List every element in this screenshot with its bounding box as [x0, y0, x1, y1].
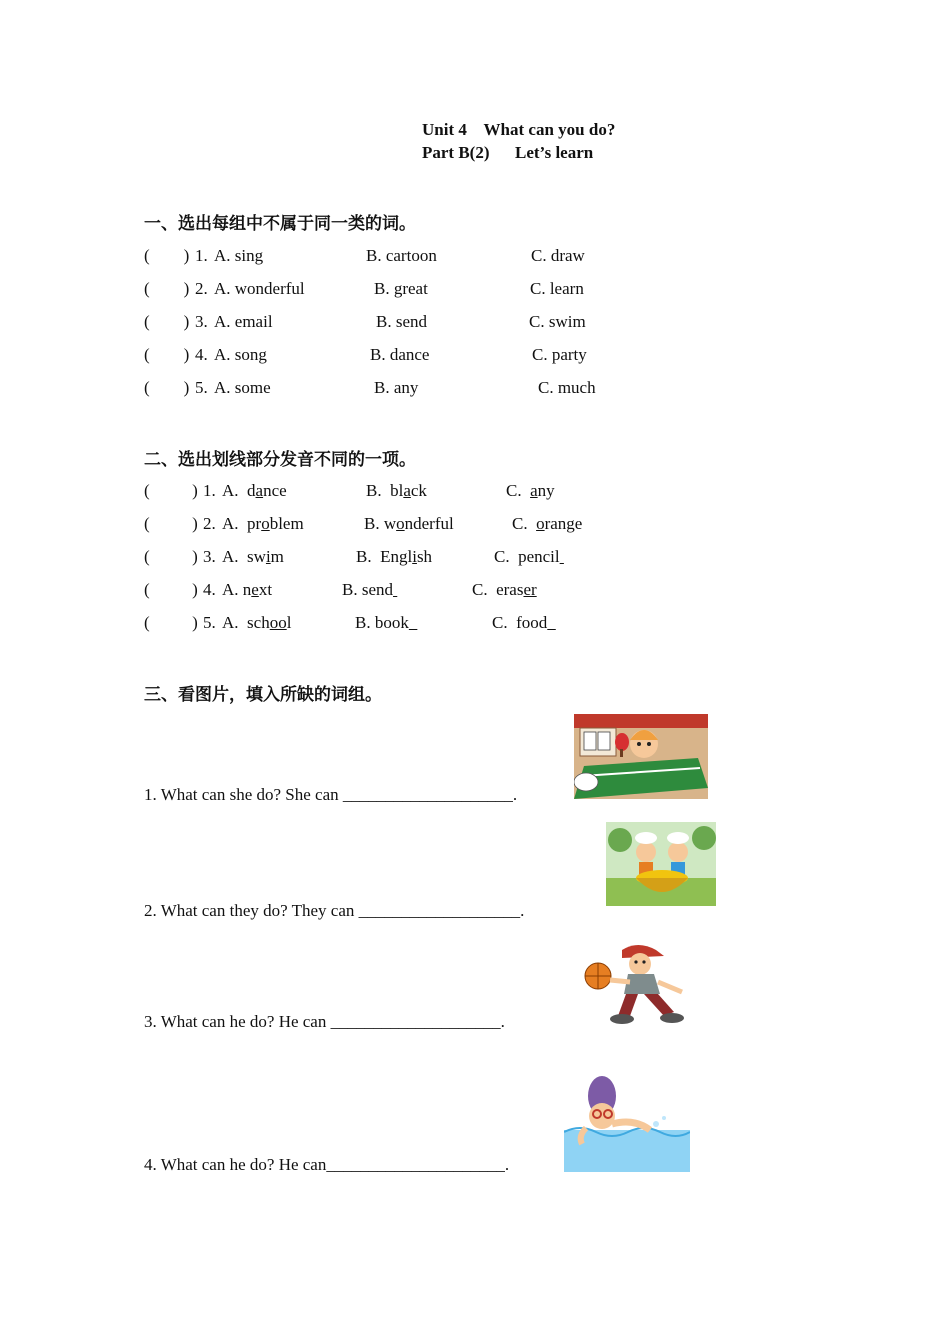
- answer-paren[interactable]: ( ): [144, 580, 198, 599]
- option-b: B. dance: [370, 345, 430, 364]
- option-c: C. pencil: [494, 547, 564, 567]
- option-a: A. next: [222, 580, 273, 599]
- underlined-part: er: [523, 580, 537, 599]
- option-c: C. draw: [531, 246, 585, 265]
- option-a: A. some: [214, 378, 271, 397]
- underlined-part: [393, 580, 397, 599]
- answer-blank[interactable]: ___________________: [358, 901, 521, 920]
- underlined-part: oo: [269, 613, 287, 632]
- answer-paren[interactable]: ( ): [144, 246, 190, 265]
- answer-paren[interactable]: ( ): [144, 312, 190, 331]
- answer-paren[interactable]: ( ): [144, 547, 198, 566]
- underlined-part: e: [251, 580, 259, 599]
- basketball-picture: [578, 942, 708, 1026]
- section2-heading: 二、选出划线部分发音不同的一项。: [144, 450, 416, 470]
- answer-paren[interactable]: ( ): [144, 481, 198, 500]
- question-4: 4. What can he do? He can_____________________.: [144, 1155, 510, 1174]
- question-1: 1. What can she do? She can ____________________.: [144, 785, 518, 804]
- option-b: B. black: [366, 481, 427, 500]
- swimming-picture: [564, 1074, 690, 1172]
- option-a: A. swim: [222, 547, 284, 566]
- row-number: 2.: [195, 279, 208, 298]
- option-b: B. send: [342, 580, 397, 600]
- option-b: B. book: [355, 613, 417, 633]
- underlined-part: o: [536, 514, 545, 533]
- answer-paren[interactable]: ( ): [144, 514, 198, 533]
- answer-blank[interactable]: ____________________: [330, 1012, 501, 1031]
- answer-blank[interactable]: _____________________: [326, 1155, 505, 1174]
- option-b: B. cartoon: [366, 246, 437, 265]
- option-c: C. food: [492, 613, 556, 633]
- option-c: C. any: [506, 481, 555, 500]
- option-b: B. English: [356, 547, 433, 566]
- answer-paren[interactable]: ( ): [144, 279, 190, 298]
- row-number: 5.: [203, 613, 216, 632]
- row-number: 2.: [203, 514, 216, 533]
- option-a: A. school: [222, 613, 292, 632]
- option-a: A. wonderful: [214, 279, 305, 298]
- underlined-part: [409, 613, 418, 632]
- underlined-part: [560, 547, 564, 566]
- cooking-picture: [606, 822, 716, 906]
- underlined-part: i: [412, 547, 417, 566]
- option-a: A. problem: [222, 514, 304, 533]
- section3-heading: 三、看图片，填入所缺的词组。: [144, 685, 382, 705]
- option-b: B. send: [376, 312, 427, 331]
- row-number: 5.: [195, 378, 208, 397]
- answer-blank[interactable]: ____________________: [342, 785, 513, 804]
- option-a: A. song: [214, 345, 267, 364]
- answer-paren[interactable]: ( ): [144, 613, 198, 632]
- question-2: 2. What can they do? They can ___________________.: [144, 901, 525, 920]
- underlined-part: o: [261, 514, 270, 533]
- option-b: B. great: [374, 279, 428, 298]
- row-number: 4.: [195, 345, 208, 364]
- option-c: C. eraser: [472, 580, 537, 599]
- underlined-part: a: [530, 481, 538, 500]
- option-c: C. much: [538, 378, 596, 397]
- underlined-part: [547, 613, 556, 632]
- option-a: A. email: [214, 312, 273, 331]
- row-number: 3.: [195, 312, 208, 331]
- underlined-part: i: [265, 547, 271, 566]
- section1-heading: 一、选出每组中不属于同一类的词。: [144, 214, 416, 234]
- underlined-part: a: [255, 481, 264, 500]
- lesson-title: Part B(2) Let’s learn: [422, 143, 594, 162]
- option-a: A. sing: [214, 246, 264, 265]
- row-number: 3.: [203, 547, 216, 566]
- ping-pong-picture: [574, 714, 708, 799]
- option-c: C. orange: [512, 514, 583, 533]
- row-number: 1.: [195, 246, 208, 265]
- option-c: C. party: [532, 345, 587, 364]
- answer-paren[interactable]: ( ): [144, 378, 190, 397]
- option-a: A. dance: [222, 481, 287, 500]
- option-c: C. learn: [530, 279, 584, 298]
- option-c: C. swim: [529, 312, 586, 331]
- unit-title: Unit 4 What can you do?: [422, 120, 616, 139]
- option-b: B. wonderful: [364, 514, 454, 533]
- underlined-part: a: [403, 481, 411, 500]
- question-3: 3. What can he do? He can ____________________.: [144, 1012, 505, 1031]
- answer-paren[interactable]: ( ): [144, 345, 190, 364]
- row-number: 1.: [203, 481, 216, 500]
- underlined-part: o: [396, 514, 405, 533]
- row-number: 4.: [203, 580, 216, 599]
- option-b: B. any: [374, 378, 419, 397]
